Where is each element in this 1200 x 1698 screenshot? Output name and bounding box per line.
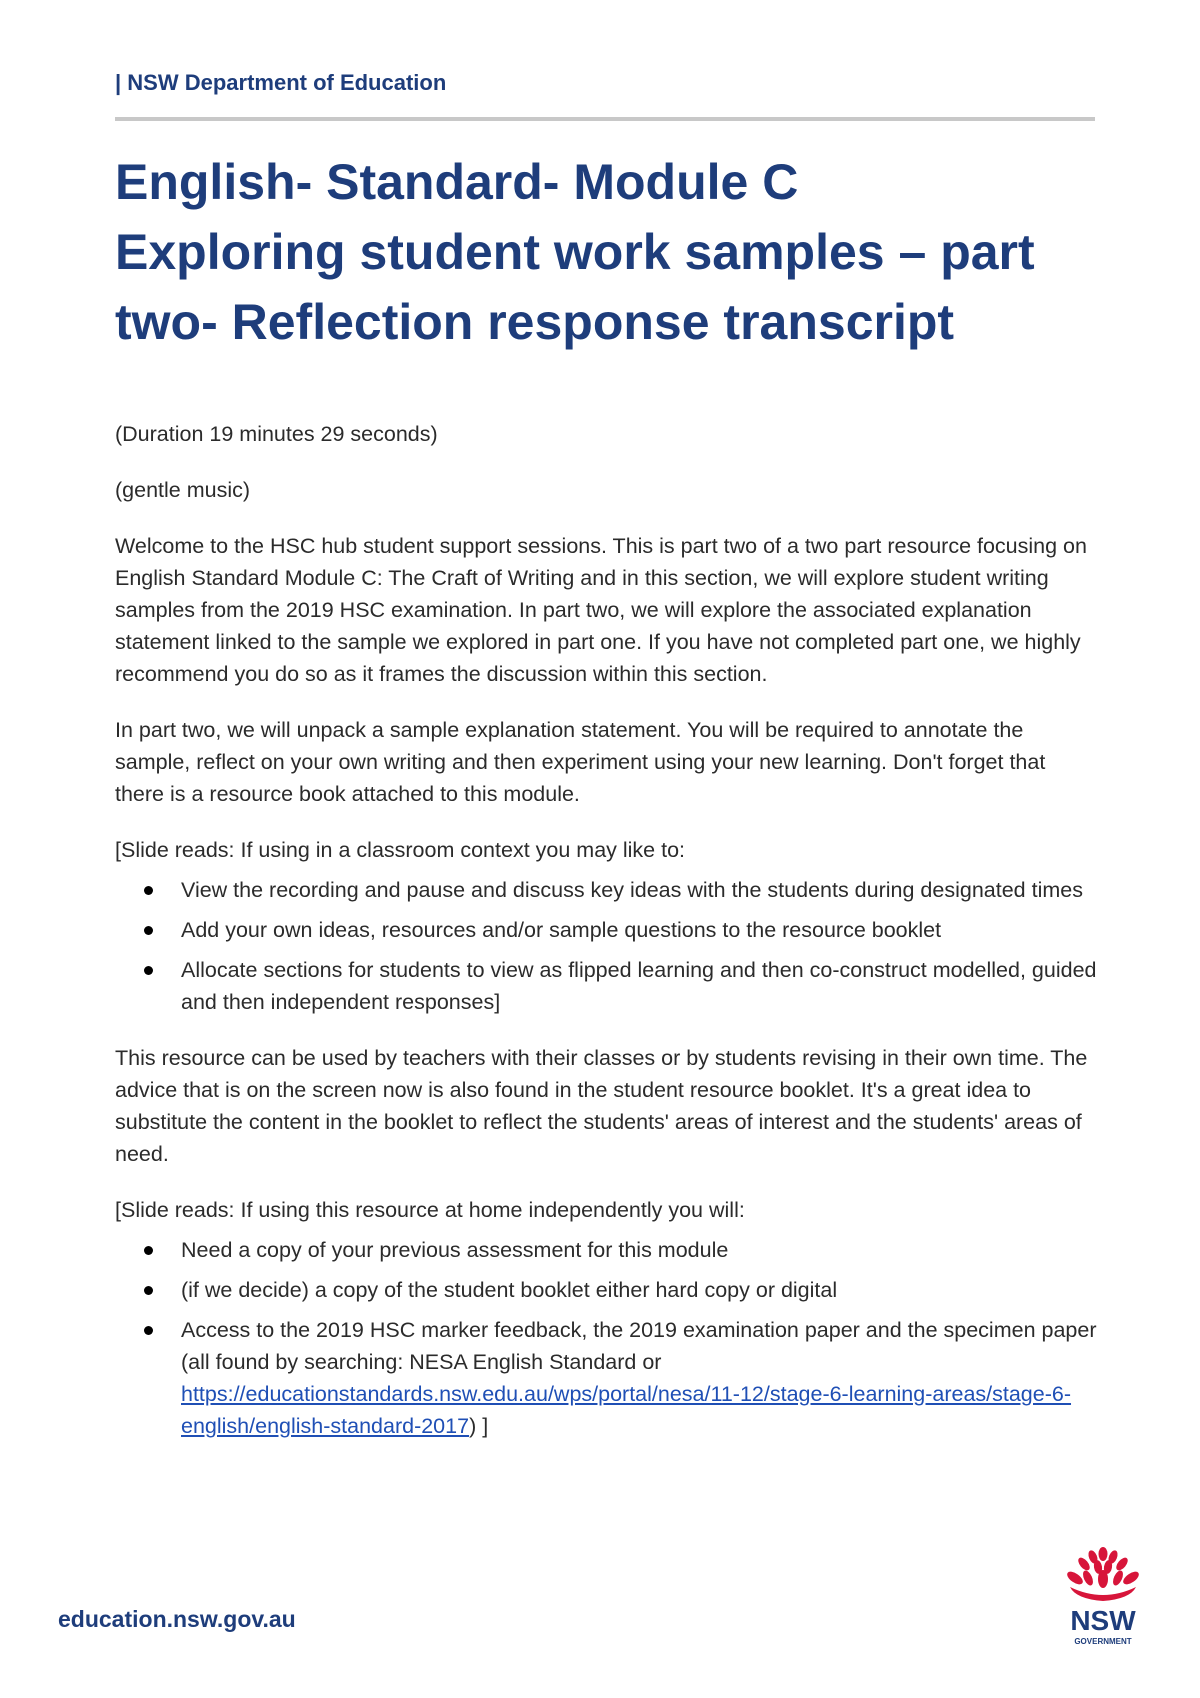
home-slide-heading: [Slide reads: If using this resource at home independently you will: [115,1198,745,1222]
title-line-3: two- Reflection response transcript [115,294,955,350]
part-two-paragraph: In part two, we will unpack a sample explanation statement. You will be required to annotate the sample, reflect on your own writing and then experiment using your new learning. Don't forget that there is a resource book attached to this module. [115,718,1046,806]
classroom-slide-heading: [Slide reads: If using in a classroom context you may like to: [115,838,686,862]
list-item-access [115,1314,1100,1442]
logo-wordmark: NSW [1070,1605,1136,1636]
logo-subtext: GOVERNMENT [1074,1637,1132,1646]
intro-paragraph: Welcome to the HSC hub student support sessions. This is part two of a two part resource focusing on English Standard Module C: The Craft of Writing and in this section, we will explore student writing samples from the 2019 HSC examination. In part two, we will explore the associated explanation statement linked to the sample we explored in part one. If you have not completed part one, we highly recommend you do so as it frames the discussion within this section. [115,534,1087,686]
list-item: (if we decide) a copy of the student booklet either hard copy or digital [115,1274,1100,1306]
resource-paragraph: This resource can be used by teachers with their classes or by students revising in their own time. The advice that is on the screen now is also found in the student resource booklet. It's a great idea to substitute the content in the booklet to reflect the students' areas of interest and the students' areas of need. [115,1046,1088,1166]
list-item: Allocate sections for students to view as flipped learning and then co-construct modelled, guided and then independent responses] [115,954,1100,1018]
footer-url: education.nsw.gov.au [58,1606,296,1632]
home-list [115,1234,1100,1442]
access-suffix: ) ] [469,1414,489,1438]
waratah-icon [1065,1547,1141,1601]
list-item: Add your own ideas, resources and/or sample questions to the resource booklet [115,914,1100,946]
classroom-list [115,874,1100,1018]
header-divider [115,117,1095,121]
nsw-government-logo [1060,1545,1146,1650]
nesa-link[interactable]: https://educationstandards.nsw.edu.au/wps/portal/nesa/11-12/stage-6-learning-areas/stage-6-english/english-standard-2017 [181,1382,1072,1438]
transcript-body [115,418,1100,1466]
access-text: Access to the 2019 HSC marker feedback, the 2019 examination paper and the specimen paper (all found by searching: NESA English Standard or [181,1318,1097,1374]
department-header: | NSW Department of Education [115,70,447,95]
list-item: View the recording and pause and discuss key ideas with the students during designated times [115,874,1100,906]
duration-note: (Duration 19 minutes 29 seconds) [115,422,438,446]
music-note: (gentle music) [115,478,251,502]
list-item: Need a copy of your previous assessment for this module [115,1234,1100,1266]
title-line-2: Exploring student work samples – part [115,224,1035,280]
title-line-1: English- Standard- Module C [115,154,799,210]
page-title [115,147,1100,357]
